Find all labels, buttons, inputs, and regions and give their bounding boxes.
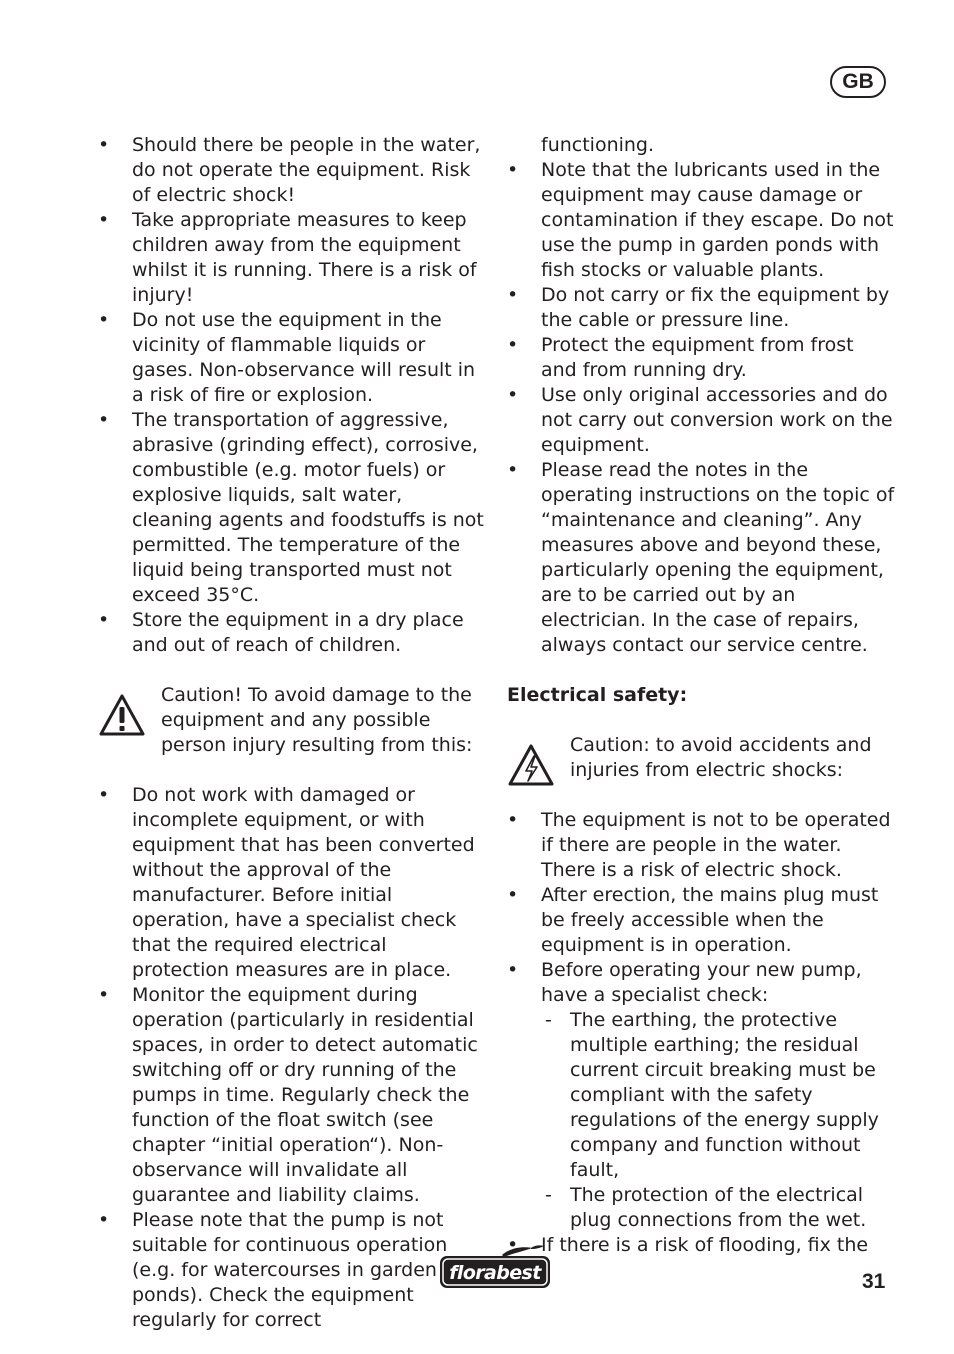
bullet-list-3: [507, 158, 895, 658]
sub-list: [541, 1008, 895, 1233]
list-item: • Use only original accessories and do not carry out conversion work on the equipment.: [507, 383, 895, 458]
bullet-list-4: [507, 808, 895, 1258]
caution-text: Caution! To avoid damage to the equipment and any possible person injury resulting from this:: [161, 684, 473, 756]
right-column: [507, 133, 895, 1258]
list-item: • Do not work with damaged or incomplete equipment, or with equipment that has been converted without the approval of the manufacturer. Before initial operation, have a specialist check that the required electrical protection measures are in place.: [98, 783, 486, 983]
sub-list-item: - The protection of the electrical plug connections from the wet.: [541, 1183, 895, 1233]
list-item: • Do not carry or fix the equipment by the cable or pressure line.: [507, 283, 895, 333]
caution-text: Caution: to avoid accidents and injuries from electric shocks:: [570, 734, 872, 781]
florabest-logo: [438, 1245, 552, 1291]
list-item-text: • Before operating your new pump, have a specialist check:: [541, 959, 862, 1006]
section-heading: Electrical safety:: [507, 684, 688, 706]
list-item: • The transportation of aggressive, abrasive (grinding effect), corrosive, combustible (e.g. motor fuels) or explosive liquids, salt water, cleaning agents and foodstuffs is not permitted. The temperature of the liquid being transported must not exceed 35°C.: [98, 408, 486, 608]
list-item: • After erection, the mains plug must be freely accessible when the equipment is in operation.: [507, 883, 895, 958]
list-item: • Take appropriate measures to keep children away from the equipment whilst it is running. There is a risk of injury!: [98, 208, 486, 308]
list-item: [507, 958, 895, 1233]
electrical-caution-block: [507, 733, 895, 783]
page-number: 31: [862, 1270, 886, 1293]
language-badge: GB: [830, 66, 886, 98]
list-item: • Store the equipment in a dry place and out of reach of children.: [98, 608, 486, 658]
sub-list-item: - The earthing, the protective multiple earthing; the residual current circuit breaking must be compliant with the safety regulations of the energy supply company and function without fault,: [541, 1008, 895, 1183]
bullet-list-1: [98, 133, 486, 658]
left-column: [98, 133, 486, 1333]
list-item: • Please read the notes in the operating instructions on the topic of “maintenance and cleaning”. Any measures above and beyond these, particularly opening the equipment, are to be carried out by an electrician. In the case of repairs, always contact our service centre.: [507, 458, 895, 658]
list-item: • Please note that the pump is not suitable for continuous operation (e.g. for watercourses in garden ponds). Check the equipment regularly for correct: [98, 1208, 486, 1333]
list-item: • If there is a risk of flooding, fix the: [507, 1233, 895, 1258]
list-item: • The equipment is not to be operated if there are people in the water. There is a risk of electric shock.: [507, 808, 895, 883]
list-item: • Should there be people in the water, do not operate the equipment. Risk of electric shock!: [98, 133, 486, 208]
list-item: • Monitor the equipment during operation (particularly in residential spaces, in order to detect automatic switching off or dry running of the pumps in time. Regularly check the function of the float switch (see chapter “initial operation“). Non-observance will invalidate all guarantee and liability claims.: [98, 983, 486, 1208]
logo-text: florabest: [449, 1262, 541, 1284]
list-item: • Do not use the equipment in the vicinity of flammable liquids or gases. Non-observance will result in a risk of fire or explosion.: [98, 308, 486, 408]
warning-triangle-icon: [98, 693, 146, 737]
list-item: • Protect the equipment from frost and from running dry.: [507, 333, 895, 383]
caution-block: [98, 683, 486, 758]
electric-warning-icon: [507, 743, 555, 787]
list-item: • Note that the lubricants used in the equipment may cause damage or contamination if they escape. Do not use the pump in garden ponds with fish stocks or valuable plants.: [507, 158, 895, 283]
continuation-text: functioning.: [541, 134, 655, 156]
bullet-list-2: [98, 783, 486, 1333]
